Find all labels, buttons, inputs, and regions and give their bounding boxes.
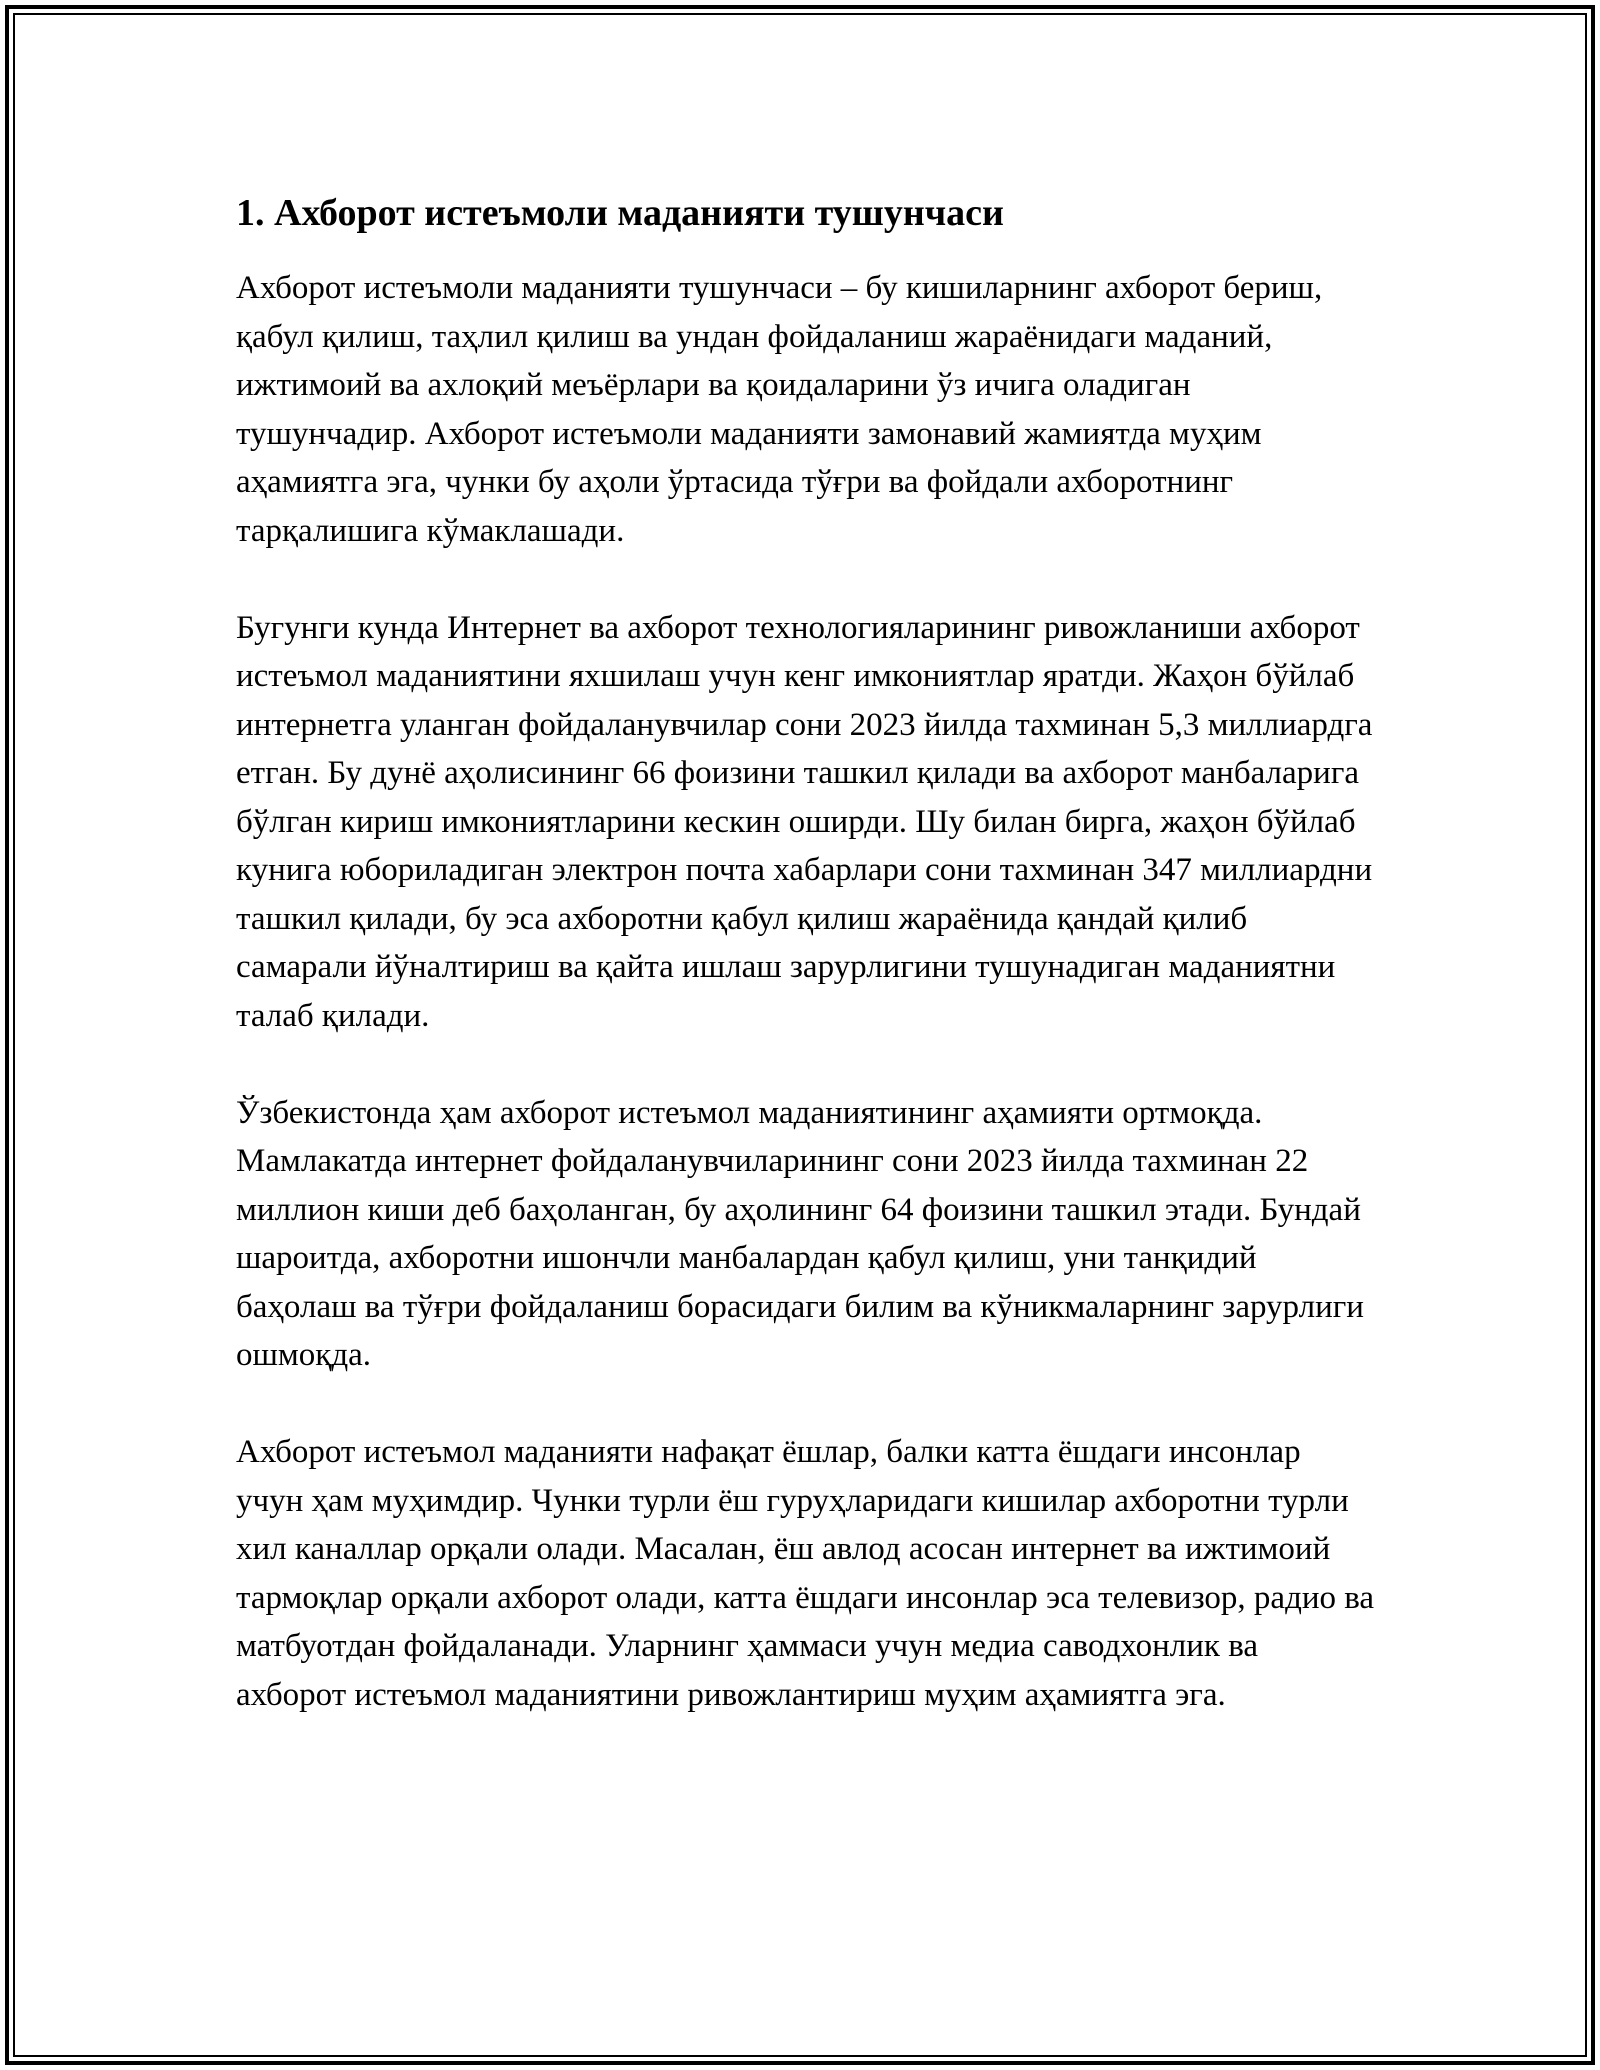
paragraph-global-internet: Бугунги кунда Интернет ва ахборот технологияларининг ривожланиши ахборот истеъмол маданиятини яхшилаш учун кенг имкониятлар яратди. Жаҳон бўйлаб интернетга уланган фойдаланувчилар сони 2023 йилда тахминан 5,3 миллиардга етган. Бу дунё аҳолисининг 66 фоизини ташкил қилади ва ахборот манбаларига бўлган кириш имкониятларини кескин оширди. Шу билан бирга, жаҳон бўйлаб кунига юбориладиган электрон почта хабарлари сони тахминан 347 миллиардни ташкил қилади, бу эса ахборотни қабул қилиш жараёнида қандай қилиб самарали йўналтириш ва қайта ишлаш зарурлигини тушунадиган маданиятни талаб қилади. xyxy=(236,609,1373,1034)
section-heading: 1. Ахборот истеъмоли маданияти тушунчаси xyxy=(236,192,1004,234)
paragraph-uzbekistan: Ўзбекистонда ҳам ахборот истеъмол маданиятининг аҳамияти ортмоқда. Мамлакатда интернет фойдаланувчиларининг сони 2023 йилда тахминан 22 миллион киши деб баҳоланган, бу аҳолининг 64 фоизини ташкил этади. Бундай шароитда, ахборотни ишончли манбалардан қабул қилиш, уни танқидий баҳолаш ва тўғри фойдаланиш борасидаги билим ва кўникмаларнинг зарурлиги ошмоқда. xyxy=(236,1094,1364,1373)
document-body xyxy=(236,188,1376,1768)
paragraph-age-groups: Ахборот истеъмол маданияти нафақат ёшлар, балки катта ёшдаги инсонлар учун ҳам муҳимдир. Чунки турли ёш гуруҳларидаги кишилар ахборотни турли хил каналлар орқали олади. Масалан, ёш авлод асосан интернет ва ижтимоий тармоқлар орқали ахборот олади, катта ёшдаги инсонлар эса телевизор, радио ва матбуотдан фойдаланади. Уларнинг ҳаммаси учун медиа саводхонлик ва ахборот истеъмол маданиятини ривожлантириш муҳим аҳамиятга эга. xyxy=(236,1434,1375,1713)
paragraph-definition: Ахборот истеъмоли маданияти тушунчаси – бу кишиларнинг ахборот бериш, қабул қилиш, таҳлил қилиш ва ундан фойдаланиш жараёнидаги маданий, ижтимоий ва ахлоқий меъёрлари ва қоидаларини ўз ичига оладиган тушунчадир. Ахборот истеъмоли маданияти замонавий жамиятда муҳим аҳамиятга эга, чунки бу аҳоли ўртасида тўғри ва фойдали ахборотнинг тарқалишига кўмаклашади. xyxy=(236,270,1323,549)
